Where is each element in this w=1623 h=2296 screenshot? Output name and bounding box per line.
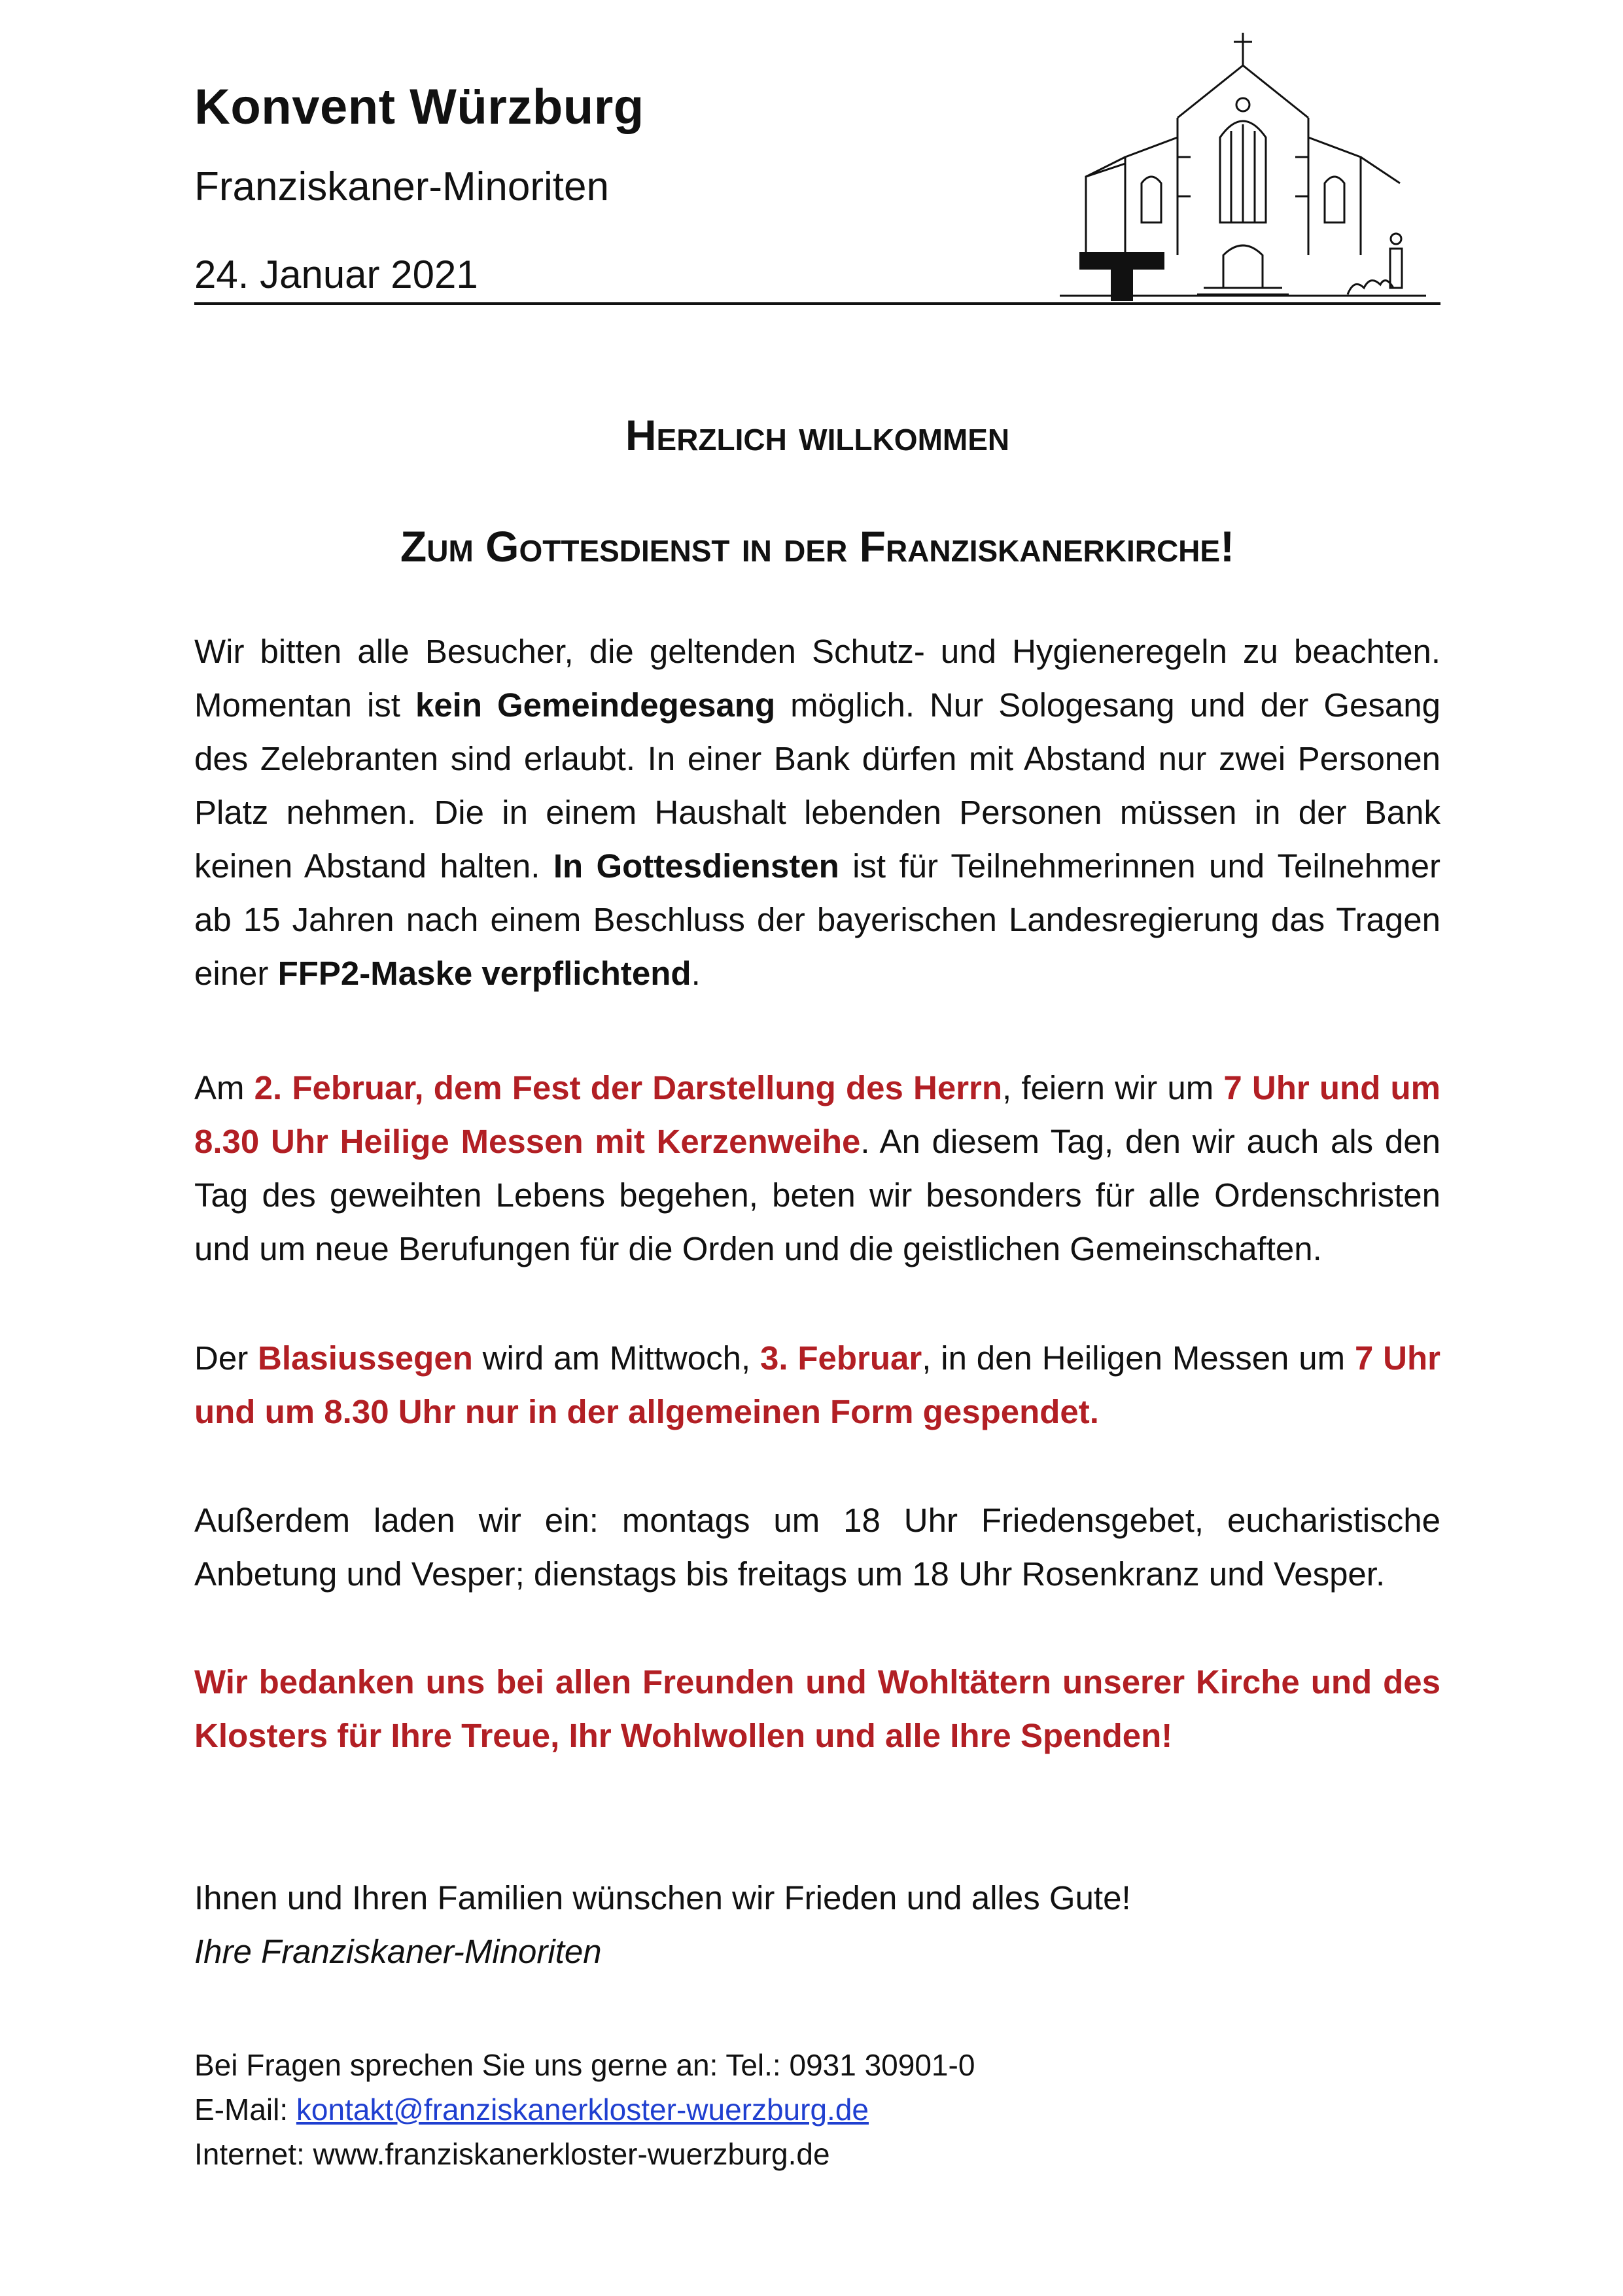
highlight-run: 2. Februar, dem Fest der Darstellung des Herrn <box>254 1069 1003 1106</box>
welcome-line-2-ranziskanerkirche: ranziskanerkirche <box>885 522 1221 571</box>
closing-block <box>194 1871 1440 1979</box>
welcome-line-2-initial-g: G <box>485 522 519 571</box>
highlight-run: 3. Februar <box>759 1339 922 1377</box>
church-drawing-icon <box>1060 26 1426 301</box>
welcome-line-1-initial: H <box>625 411 657 459</box>
contact-website: Internet: www.franziskanerkloster-wuerzburg.de <box>194 2137 830 2171</box>
text-run: , in den Heiligen Messen um <box>922 1339 1355 1377</box>
paragraph-thanks: Wir bedanken uns bei allen Freunden und Wohltätern unserer Kirche und des Klosters für Ihre Treue, Ihr Wohlwollen und alle Ihre Spenden! <box>194 1663 1440 1754</box>
closing-wish: Ihnen und Ihren Familien wünschen wir Frieden und alles Gute! <box>194 1879 1131 1916</box>
text-run: . <box>691 955 701 992</box>
text-run: , feiern wir um <box>1002 1069 1224 1106</box>
header-divider <box>194 302 1440 305</box>
welcome-line-2-um: um <box>427 522 486 571</box>
text-run: Wir bitten alle Besucher, die geltenden Schutz- und Hygieneregeln zu beachten. Momentan ist <box>194 633 1440 724</box>
text-run: ist für Teilnehmerinnen und Teilnehmer ab 15 Jahren nach einem Beschluss der bayerischen Landesregierung das Tragen einer <box>194 847 1440 992</box>
contact-email-line <box>194 2087 1440 2132</box>
welcome-line-2 <box>194 491 1440 602</box>
closing-signature: Ihre Franziskaner-Minoriten <box>194 1933 602 1970</box>
paragraph-candlemas <box>194 1061 1440 1276</box>
text-run: Am <box>194 1069 254 1106</box>
welcome-line-2-exclamation: ! <box>1220 522 1235 571</box>
paragraph-weekly-services: Außerdem laden wir ein: montags um 18 Uhr Friedensgebet, eucharistische Anbetung und Vesper; dienstags bis freitags um 18 Uhr Rosenkranz und Vesper. <box>194 1502 1440 1593</box>
bold-run: kein Gemeindegesang <box>415 686 776 724</box>
text-run: wird am Mittwoch, <box>472 1339 760 1377</box>
text-run: . An diesem Tag, den wir auch als den Tag des geweihten Lebens begehen, beten wir besonders für alle Ordenschristen und um neue Berufungen für die Orden und die geistlichen Gemeinschaften. <box>194 1123 1440 1267</box>
text-run: möglich. Nur Sologesang und der Gesang des Zelebranten sind erlaubt. In einer Bank dürfen mit Abstand nur zwei Personen Platz nehmen. Die in einem Haushalt lebenden Personen müssen in der Bank keinen Abstand halten. <box>194 686 1441 885</box>
text-run: Der <box>194 1339 258 1377</box>
highlight-run: 7 Uhr und um 8.30 Uhr Heilige Messen mit Kerzenweihe <box>194 1069 1440 1160</box>
paragraph-blasius-blessing <box>194 1332 1440 1439</box>
bold-run: FFP2-Maske verpflichtend <box>277 955 691 992</box>
welcome-line-2-initial-f: F <box>859 522 886 571</box>
welcome-line-2-ottesdienst: ottesdienst in der <box>519 522 860 571</box>
contact-block <box>194 2043 1440 2176</box>
welcome-line-2-initial-z: Z <box>400 522 427 571</box>
welcome-line-1-rest: erzlich willkommen <box>656 411 1010 459</box>
bold-run: In Gottesdiensten <box>553 847 839 885</box>
contact-email-link[interactable]: kontakt@franziskanerkloster-wuerzburg.de <box>296 2093 869 2127</box>
highlight-run: Blasiussegen <box>258 1339 473 1377</box>
org-title: Konvent Würzburg <box>194 79 644 135</box>
welcome-heading <box>194 380 1440 602</box>
welcome-line-1 <box>194 380 1440 491</box>
contact-phone: Bei Fragen sprechen Sie uns gerne an: Tel.: 0931 30901-0 <box>194 2048 975 2082</box>
highlight-run: 7 Uhr und um 8.30 Uhr nur in der allgemeinen Form gespendet. <box>194 1339 1440 1430</box>
paragraph-hygiene-rules <box>194 625 1440 1000</box>
org-subtitle: Franziskaner-Minoriten <box>194 164 609 209</box>
contact-email-label: E-Mail: <box>194 2093 296 2127</box>
letter-date: 24. Januar 2021 <box>194 253 478 296</box>
